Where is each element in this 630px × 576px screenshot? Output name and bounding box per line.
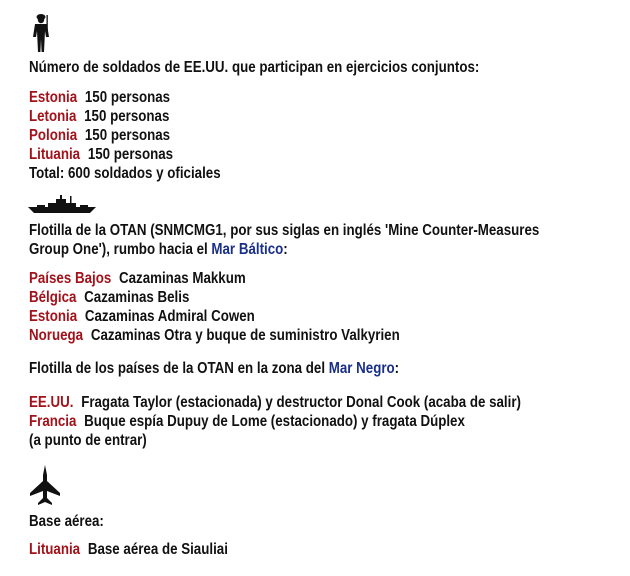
baltic-row-noruega <box>29 326 400 345</box>
warship-icon <box>28 195 96 215</box>
country-label: Estonia <box>29 308 78 325</box>
black-sea-continuation: (a punto de entrar) <box>29 432 147 449</box>
country-label: Lituania <box>29 541 81 558</box>
fighter-jet-icon <box>29 465 61 507</box>
soldiers-row-polonia <box>29 126 170 145</box>
country-label: Polonia <box>29 127 78 144</box>
black-sea-row-eeuu <box>29 393 521 412</box>
heading-text: : <box>394 360 400 377</box>
row-value: 150 personas <box>84 89 171 106</box>
country-label: Francia <box>29 413 77 430</box>
soldiers-heading: Número de soldados de EE.UU. que participan en ejercicios conjuntos: <box>29 59 480 76</box>
row-value: 150 personas <box>87 146 174 163</box>
row-value: Cazaminas Admiral Cowen <box>84 308 255 325</box>
row-value: Cazaminas Makkum <box>119 270 246 287</box>
row-value: Cazaminas Belis <box>84 289 190 306</box>
row-value: Buque espía Dupuy de Lome (estacionado) y fragata Dúplex <box>84 413 465 430</box>
country-label: EE.UU. <box>29 394 74 411</box>
country-label: Lituania <box>29 146 81 163</box>
air-row-lituania <box>29 540 228 559</box>
baltic-heading-line1: Flotilla de la OTAN (SNMCMG1, por sus siglas en inglés 'Mine Counter-Measures <box>29 222 540 239</box>
country-label: Estonia <box>29 89 78 106</box>
row-value: Base aérea de Siauliai <box>87 541 228 558</box>
soldiers-row-letonia <box>29 107 169 126</box>
black-sea-row-francia <box>29 412 465 431</box>
country-label: Países Bajos <box>29 270 112 287</box>
soldiers-row-lituania <box>29 145 173 164</box>
row-value: Cazaminas Otra y buque de suministro Valkyrien <box>90 327 400 344</box>
soldiers-row-estonia <box>29 88 170 107</box>
country-label: Bélgica <box>29 289 77 306</box>
row-value: 150 personas <box>84 108 170 125</box>
soldiers-total: Total: 600 soldados y oficiales <box>29 165 221 182</box>
country-label: Noruega <box>29 327 84 344</box>
soldier-icon <box>30 12 52 52</box>
country-label: Letonia <box>29 108 77 125</box>
heading-text: Flotilla de los países de la OTAN en la zona del <box>29 360 329 377</box>
baltic-heading-line2 <box>29 240 288 259</box>
row-value: Fragata Taylor (estacionada) y destructor Donal Cook (acaba de salir) <box>81 394 521 411</box>
baltic-row-belgica <box>29 288 189 307</box>
baltic-row-paises-bajos <box>29 269 246 288</box>
air-heading: Base aérea: <box>29 513 104 530</box>
sea-name: Mar Báltico <box>211 241 284 258</box>
heading-text: Group One'), rumbo hacia el <box>29 241 212 258</box>
sea-name: Mar Negro <box>328 360 395 377</box>
baltic-row-estonia <box>29 307 255 326</box>
heading-text: : <box>283 241 288 258</box>
row-value: 150 personas <box>84 127 171 144</box>
black-sea-heading <box>29 359 399 378</box>
